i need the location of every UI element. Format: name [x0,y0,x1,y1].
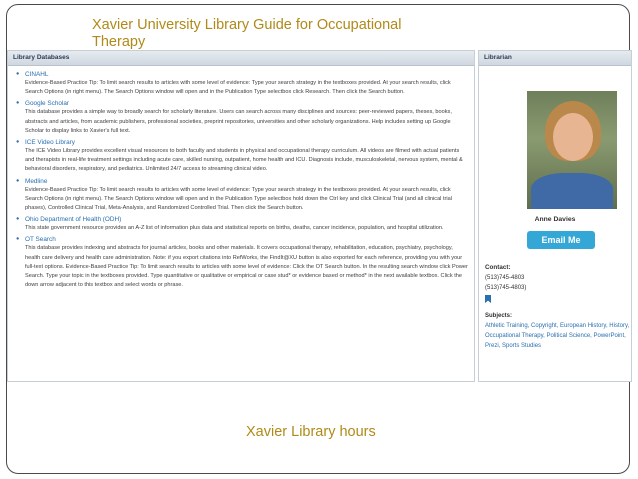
bullet-icon: ● [16,236,20,243]
database-item-odh [16,215,468,233]
database-item-ice-video [16,138,468,175]
bullet-icon: ● [16,177,20,184]
database-item-google-scholar [16,99,468,136]
database-link[interactable]: Google Scholar [25,100,70,108]
library-hours-link[interactable]: Xavier Library hours [246,424,376,440]
database-list [8,66,474,290]
database-description: This database provides a simple way to broadly search for scholarly literature. Users can search across many disciplines and sources: peer-reviewed papers, theses, books, abstracts and articles, from academic publishers, professional societies, preprint repositories, universities and other scholarly organizations. Help includes setting up Google Scholar to display links to Xavier's full text. [25,109,452,134]
database-description: This state government resource provides an A-Z list of information plus data and statistical reports on births, deaths, cancer incidence, population, and hospital utilization. [25,225,444,232]
database-item-medline [16,177,468,214]
librarian-name: Anne Davies [534,216,576,223]
bullet-icon: ● [16,71,20,77]
phone-primary: (513)745-4803 [485,275,525,281]
email-me-button[interactable]: Email Me [527,231,595,249]
database-description: Evidence-Based Practice Tip: To limit search results to articles with some level of evidence: Type your search strategy in the textboxes provided. At your search results, click Search Options (in right menu). The Search Options window will open and in the Publication Type selectbox hold down the Ctrl key and click Clinical Trial (and all clinical trial phases), Controlled Clinical Trial, Meta-Analysis, and Randomized Controlled Trial. Then click the Search button. [25,186,452,212]
subjects-label: Subjects: [485,313,513,319]
photo-shirt [531,173,613,209]
database-link[interactable]: OT Search [25,236,56,244]
databases-panel-header: Library Databases [8,51,474,66]
contact-label: Contact: [485,264,511,271]
subjects-links[interactable]: Athletic Training, Copyright, European History, History, Occupational Therapy, Political Science, PowerPoint, Prezi, Sports Studies [485,323,630,349]
database-item-cinahl [16,70,468,97]
database-item-ot-search [16,235,468,290]
database-link[interactable]: Ohio Department of Health (ODH) [25,216,122,224]
bookmark-icon[interactable] [485,295,491,303]
bullet-icon: ● [16,100,20,107]
bullet-icon: ● [16,139,20,146]
phone-secondary: (513)745-4803) [485,285,527,291]
photo-face [553,113,593,161]
database-link[interactable]: Medline [25,177,48,185]
librarian-panel-header: Librarian [479,51,631,66]
librarian-panel [478,50,632,382]
librarian-photo [527,91,617,209]
subjects-block [485,311,630,351]
bullet-icon: ● [16,216,20,223]
database-description: The ICE Video Library provides excellent visual resources to both faculty and students in physical and occupational therapy curriculum. All videos are filmed with actual patients and therapists in real-life treatment settings including acute care, skilled nursing, outpatient, home health and ICU. Diagnosis include, musculoskeletal, nervous system, mental & behavioral disorders, respiratory, and pediatrics. Unlimited 24/7 access to streaming clinical video. [25,148,463,173]
slide-title[interactable]: Xavier University Library Guide for Occupational Therapy [92,17,402,50]
database-description: Evidence-Based Practice Tip: To limit search results to articles with some level of evidence: Type your search strategy in the textboxes provided. At your search results, click Search Options (in right menu). The Search Options window will open and in the Publication Type selectbox click Research. Then click the Search button. [25,80,451,96]
database-description: This database provides indexing and abstracts for journal articles, books and other materials. It covers occupational therapy, rehabilitation, education, psychiatry, psychology, health care delivery and health care administration. Note: if you export citations into RefWorks, the FindIt@XU button is also exported for each reference, providing you with your full-text options. Evidence-Based Practice Tip: To limit search results to articles with some level of evidence: Click the OT Search button. In the resulting search window click Power Search. Type your topic in the textboxes provided. Type quantitative or qualitative or empirical or case stud* or evidence based or method* in the next available textbox. Click the down arrow adjacent to this textbox and select words or phrase. [25,245,468,289]
database-link[interactable]: ICE Video Library [25,139,75,147]
databases-panel [7,50,475,382]
database-link[interactable]: CINAHL [25,71,49,78]
contact-block [485,263,630,293]
